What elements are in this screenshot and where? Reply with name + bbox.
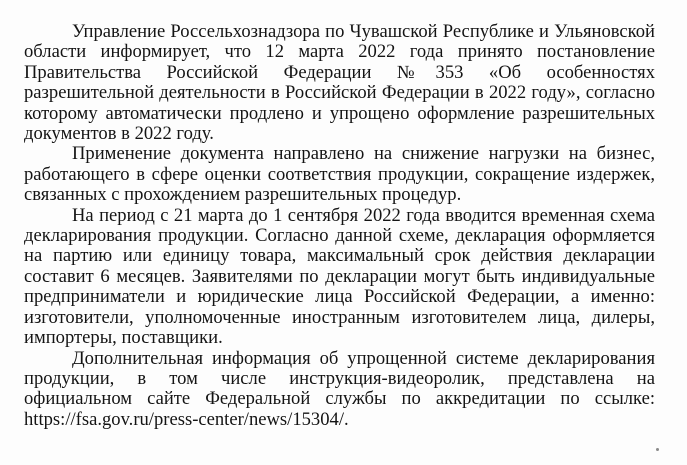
scan-speck (656, 448, 659, 451)
paragraph-purpose: Применение документа направлено на снижение нагрузки на бизнес, работающего в сфере оценки соответствия продукции, сокращение издержек, связанных с прохождением разрешительных процедур. (24, 143, 655, 206)
paragraph-announcement: Управление Россельхознадзора по Чувашской Республике и Ульяновской области информирует, что 12 марта 2022 года принято постановление Правительства Российской Федерации №353 «Об особенностях разрешительной деятельности в Российской Федерации в 2022 году», согласно которому автоматически продлено и упрощено оформление разрешительных документов в 2022 году. (24, 21, 655, 145)
paragraph-declaration-scheme: На период с 21 марта до 1 сентября 2022 года вводится временная схема декларирования продукции. Согласно данной схеме, декларация оформляется на партию или единицу товара, максимальный срок действия декларации составит 6 месяцев. Заявителями по декларации могут быть индивидуальные предприниматели и юридические лица Российской Федерации, а именно: изготовители, уполномоченные иностранным изготовителем лица, дилеры, импортеры, поставщики. (24, 204, 655, 349)
paragraph-additional-info: Дополнительная информация об упрощенной системе декларирования продукции, в том числе инструкция-видеоролик, представлена на официальном сайте Федеральной службы по аккредитации по ссылке: https://fsa.gov.ru/press-center/news/15304/. (24, 347, 655, 430)
